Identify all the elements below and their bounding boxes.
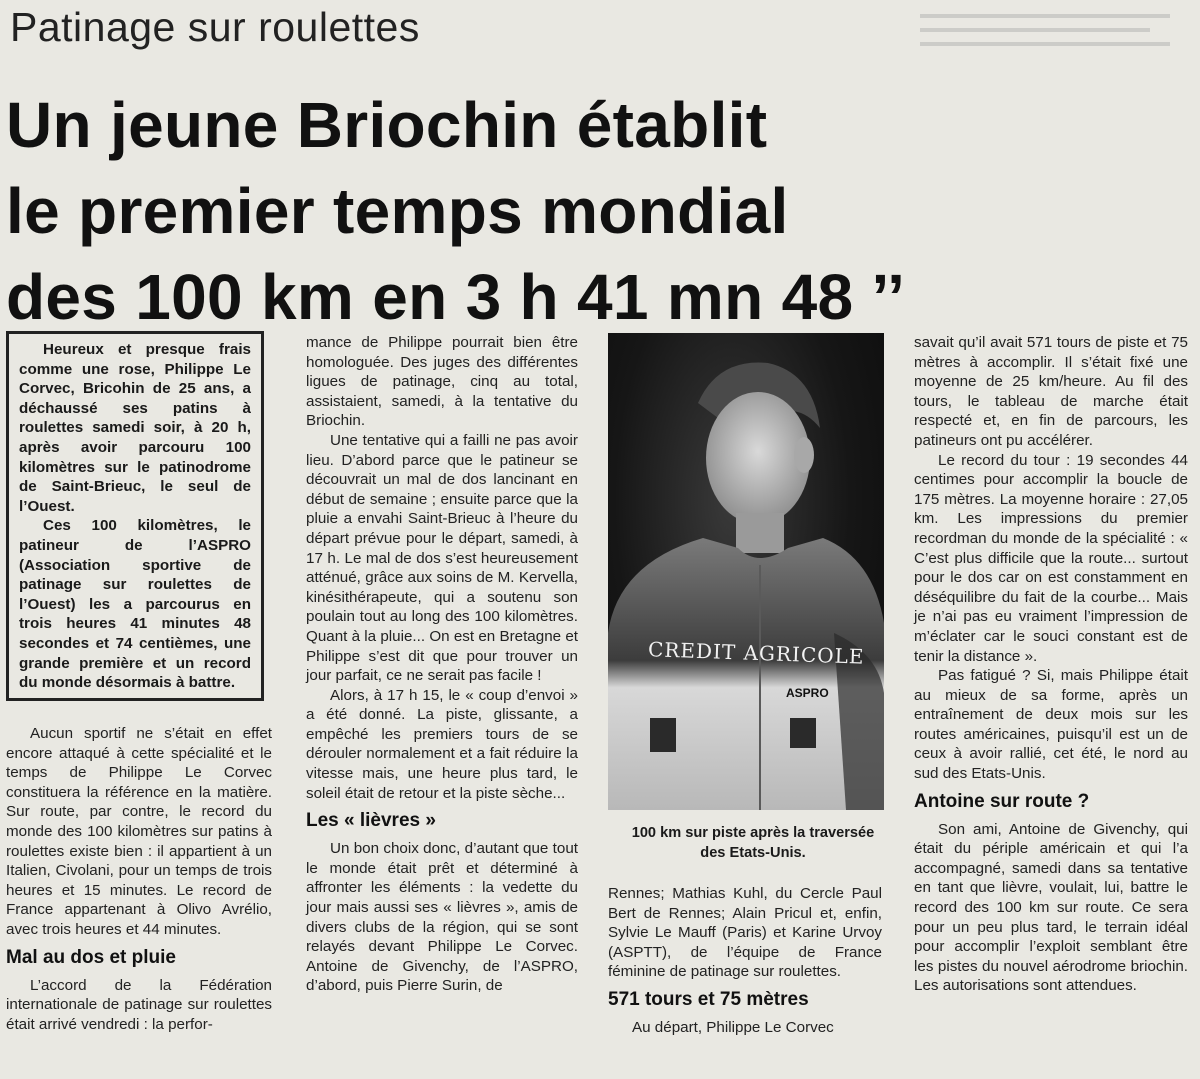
body-paragraph: Aucun sportif ne s’était en effet encore attaqué à cette spécialité et le temps de Philippe Le Corvec constituera la référence en la matière. Sur route, par contre, le record du monde des 100 kilomètres sur patins à roulettes existe bien : il appartient à un Italien, Civolani, pour un temps de trois heures et 15 minutes. Le record de France appartenant à Olivo Avrélio, avec trois heures et 44 minutes. [6,725,272,938]
photo-skater [608,333,884,810]
body-paragraph: Son ami, Antoine de Givenchy, qui était du périple américain et qui l’a accompagné, samedi dans sa tentative en tant que lièvre, voulait, lui, battre le record des 100 km sur route. Ce sera pour un peu plus tard, le terrain idéal pour accomplir l’exploit semblant être les pistes du nouvel aérodrome briochin. Les autorisations sont attendues. [914,820,1188,995]
column-4 [914,333,1188,996]
headline [6,82,1186,340]
kicker: Patinage sur roulettes [10,4,420,50]
body-paragraph: Alors, à 17 h 15, le « coup d’envoi » a été donné. La piste, glissante, a empêché les premiers tours de se dérouler normalement et a fait réduire la vitesse mais, une heure plus tard, le soleil était de retour et la piste sèche... [306,686,578,802]
column-3 [608,884,882,1038]
bleed-through-decoration [880,6,1180,66]
body-paragraph: Une tentative qui a failli ne pas avoir lieu. D’abord parce que le patineur se découvrait un mal de dos lancinant en début de semaine ; ensuite parce que la pluie a envahi Saint-Brieuc à l’heure du départ prévue pour le départ, samedi, à 17 h. Le mal de dos s’est heureusement atténué, grâce aux soins de M. Kervella, kinésithérapeute, qui a soutenu son poulain tout au long des 100 kilomètres. Quant à la pluie... On est en Bretagne et Philippe s’est dit que pour trouver un jour parfait, ce ne serait pas facile ! [306,431,578,685]
subheading-antoine: Antoine sur route ? [914,790,1090,812]
body-paragraph: mance de Philippe pourrait bien être homologuée. Des juges des différentes ligues de patinage, cinq au total, assistaient, samedi, à la tentative du Briochin. [306,334,578,430]
body-paragraph: savait qu’il avait 571 tours de piste et 75 mètres à accomplir. Il s’était fixé une moyenne de 25 km/heure. Au fil des tours, le tableau de marche était respecté et, en fin de parcours, les patineurs ont pu accélérer. [914,334,1188,449]
subheading-lievres: Les « lièvres » [306,810,436,832]
headline-line-3: des 100 km en 3 h 41 mn 48 ’’ [6,261,906,333]
headline-line-2: le premier temps mondial [6,175,789,247]
jacket-badge-text: ASPRO [786,686,829,700]
body-paragraph: L’accord de la Fédération internationale de patinage sur roulettes était arrivé vendredi : la perfor- [6,976,272,1033]
body-paragraph: Au départ, Philippe Le Corvec [632,1018,834,1036]
subheading-571-tours: 571 tours et 75 mètres [608,988,809,1010]
photo-caption: 100 km sur piste après la traversée des Etats-Unis. [631,825,875,861]
body-paragraph: Pas fatigué ? Si, mais Philippe était au mieux de sa forme, après un entraînement de deux mois sur les routes américaines, puisqu’il est un de ceux à avoir rallié, cet été, le nord au sud des Etats-Unis. [914,667,1188,783]
lead-paragraph: Heureux et presque frais comme une rose, Philippe Le Corvec, Bricohin de 25 ans, a déchaussé ses patins à roulettes samedi soir, à 20 h, après avoir parcouru 100 kilomètres sur le patinodrome de Saint-Brieuc, le seul de l’Ouest. [19,341,251,515]
body-paragraph: Rennes; Mathias Kuhl, du Cercle Paul Bert de Rennes; Alain Pricul et, enfin, Sylvie Le Mauff (Paris) et Karine Urvoy (ASPTT), de l’équipe de France féminine de patinage sur roulettes. [608,885,882,981]
jacket-text: CREDIT AGRICOLE [647,637,865,669]
subheading-mal-au-dos: Mal au dos et pluie [6,946,176,968]
skater-photo-illustration [608,333,884,810]
headline-line-1: Un jeune Briochin établit [6,89,768,161]
lead-paragraph: Ces 100 kilomètres, le patineur de l’ASPRO (Association sportive de patinage sur roulettes de l’Ouest) les a parcourus en trois heures 41 minutes 48 secondes et 74 centièmes, une grande première et un record du monde désormais à battre. [19,517,251,692]
lead-box [6,331,264,701]
column-1 [6,724,272,1034]
bleed-lines-decoration [880,6,1180,66]
body-paragraph: Le record du tour : 19 secondes 44 centimes pour accomplir la boucle de 175 mètres. La moyenne horaire : 27,05 km. Les impressions du premier recordman du monde de la spécialité : « C’est plus difficile que la route... surtout pour le dos car on est constamment en déséquilibre du fait de la courbe... Mais je n’ai pas eu vraiment l’impression de m’éclater car le souci constant est de tenir la distance ». [914,451,1188,665]
body-paragraph: Un bon choix donc, d’autant que tout le monde était prêt et déterminé à affronter les éléments : la vedette du jour mais aussi ses « lièvres », amis de divers clubs de la région, qui se sont relayés devant Philippe Le Corvec. Antoine de Givenchy, de l’ASPRO, d’abord, puis Pierre Surin, de [306,840,578,995]
column-2 [306,333,578,996]
